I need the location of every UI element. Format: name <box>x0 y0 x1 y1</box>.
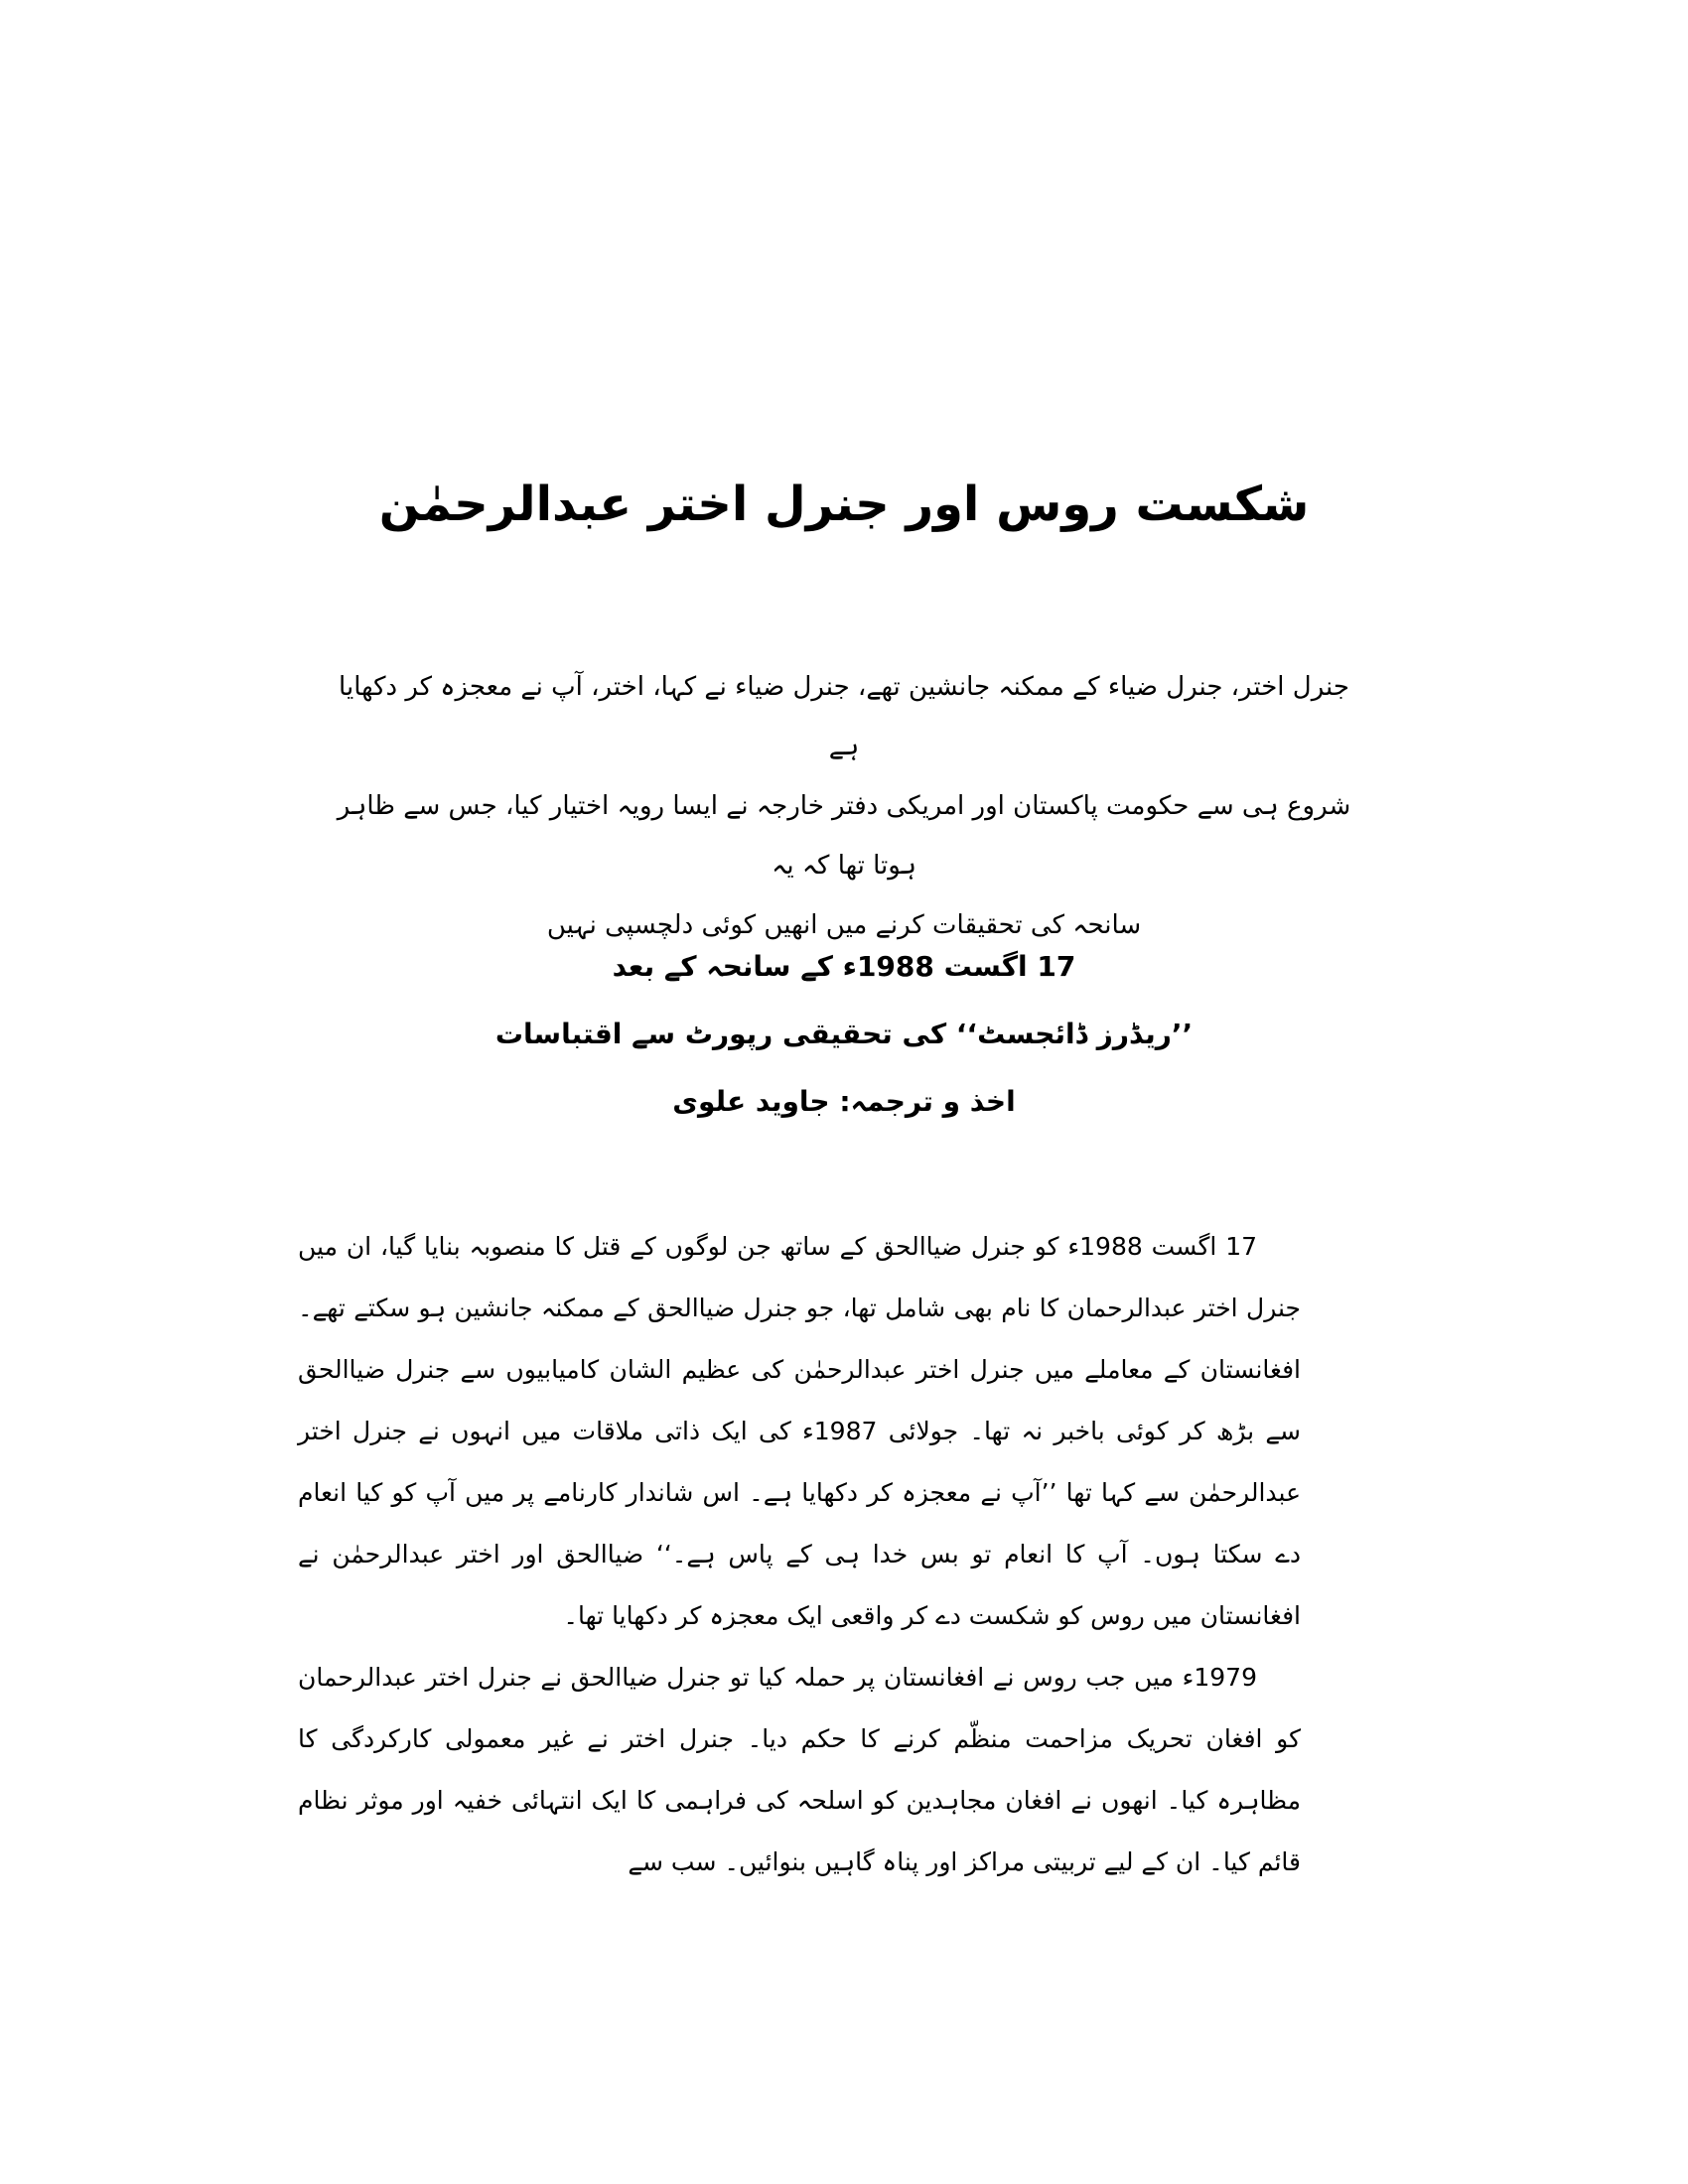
source-line: ’’ریڈرز ڈائجسٹ‘‘ کی تحقیقی رپورٹ سے اقتباسات <box>494 1018 1194 1050</box>
date-heading: 17 اگست 1988ء کے سانحہ کے بعد <box>612 950 1076 983</box>
intro-summary <box>328 657 1360 955</box>
intro-line: سانحہ کی تحقیقات کرنے میں انھیں کوئی دلچسپی نہیں <box>546 910 1142 940</box>
source-credit <box>427 933 1261 1136</box>
intro-line: جنرل اختر، جنرل ضیاء کے ممکنہ جانشین تھے، جنرل ضیاء نے کہا، اختر، آپ نے معجزہ کر دکھایا ہے <box>339 672 1349 761</box>
page-title: شکست روس اور جنرل اختر عبدالرحمٰن <box>378 477 1310 533</box>
body-paragraph: 17 اگست 1988ء کو جنرل ضیاالحق کے ساتھ جن لوگوں کے قتل کا منصوبہ بنایا گیا، ان میں جنرل اختر عبدالرحمان کا نام بھی شامل تھا، جو جنرل ضیاالحق کے ممکنہ جانشین ہو سکتے تھے۔ افغانستان کے معاملے میں جنرل اختر عبدالرحمٰن کی عظیم الشان کامیابیوں سے جنرل ضیاالحق سے بڑھ کر کوئی باخبر نہ تھا۔ جولائی 1987ء کی ایک ذاتی ملاقات میں انہوں نے جنرل اختر عبدالرحمٰن سے کہا تھا ’’آپ نے معجزہ کر دکھایا ہے۔ اس شاندار کارنامے پر میں آپ کو کیا انعام دے سکتا ہوں۔ آپ کا انعام تو بس خدا ہی کے پاس ہے۔‘‘ ضیاالحق اور اختر عبدالرحمٰن نے افغانستان میں روس کو شکست دے کر واقعی ایک معجزہ کر دکھایا تھا۔ <box>298 1232 1301 1630</box>
article-body <box>298 1216 1301 1893</box>
translator-line: اخذ و ترجمہ: جاوید علوی <box>672 1085 1016 1118</box>
body-paragraph: 1979ء میں جب روس نے افغانستان پر حملہ کیا تو جنرل ضیاالحق نے جنرل اختر عبدالرحمان کو افغان تحریک مزاحمت منظّم کرنے کا حکم دیا۔ جنرل اختر نے غیر معمولی کارکردگی کا مظاہرہ کیا۔ انھوں نے افغان مجاہدین کو اسلحہ کی فراہمی کا ایک انتہائی خفیہ اور موثر نظام قائم کیا۔ ان کے لیے تربیتی مراکز اور پناہ گاہیں بنوائیں۔ سب سے <box>298 1663 1301 1876</box>
intro-line: شروع ہی سے حکومت پاکستان اور امریکی دفتر خارجہ نے ایسا رویہ اختیار کیا، جس سے ظاہر ہوتا تھا کہ یہ <box>337 791 1351 881</box>
